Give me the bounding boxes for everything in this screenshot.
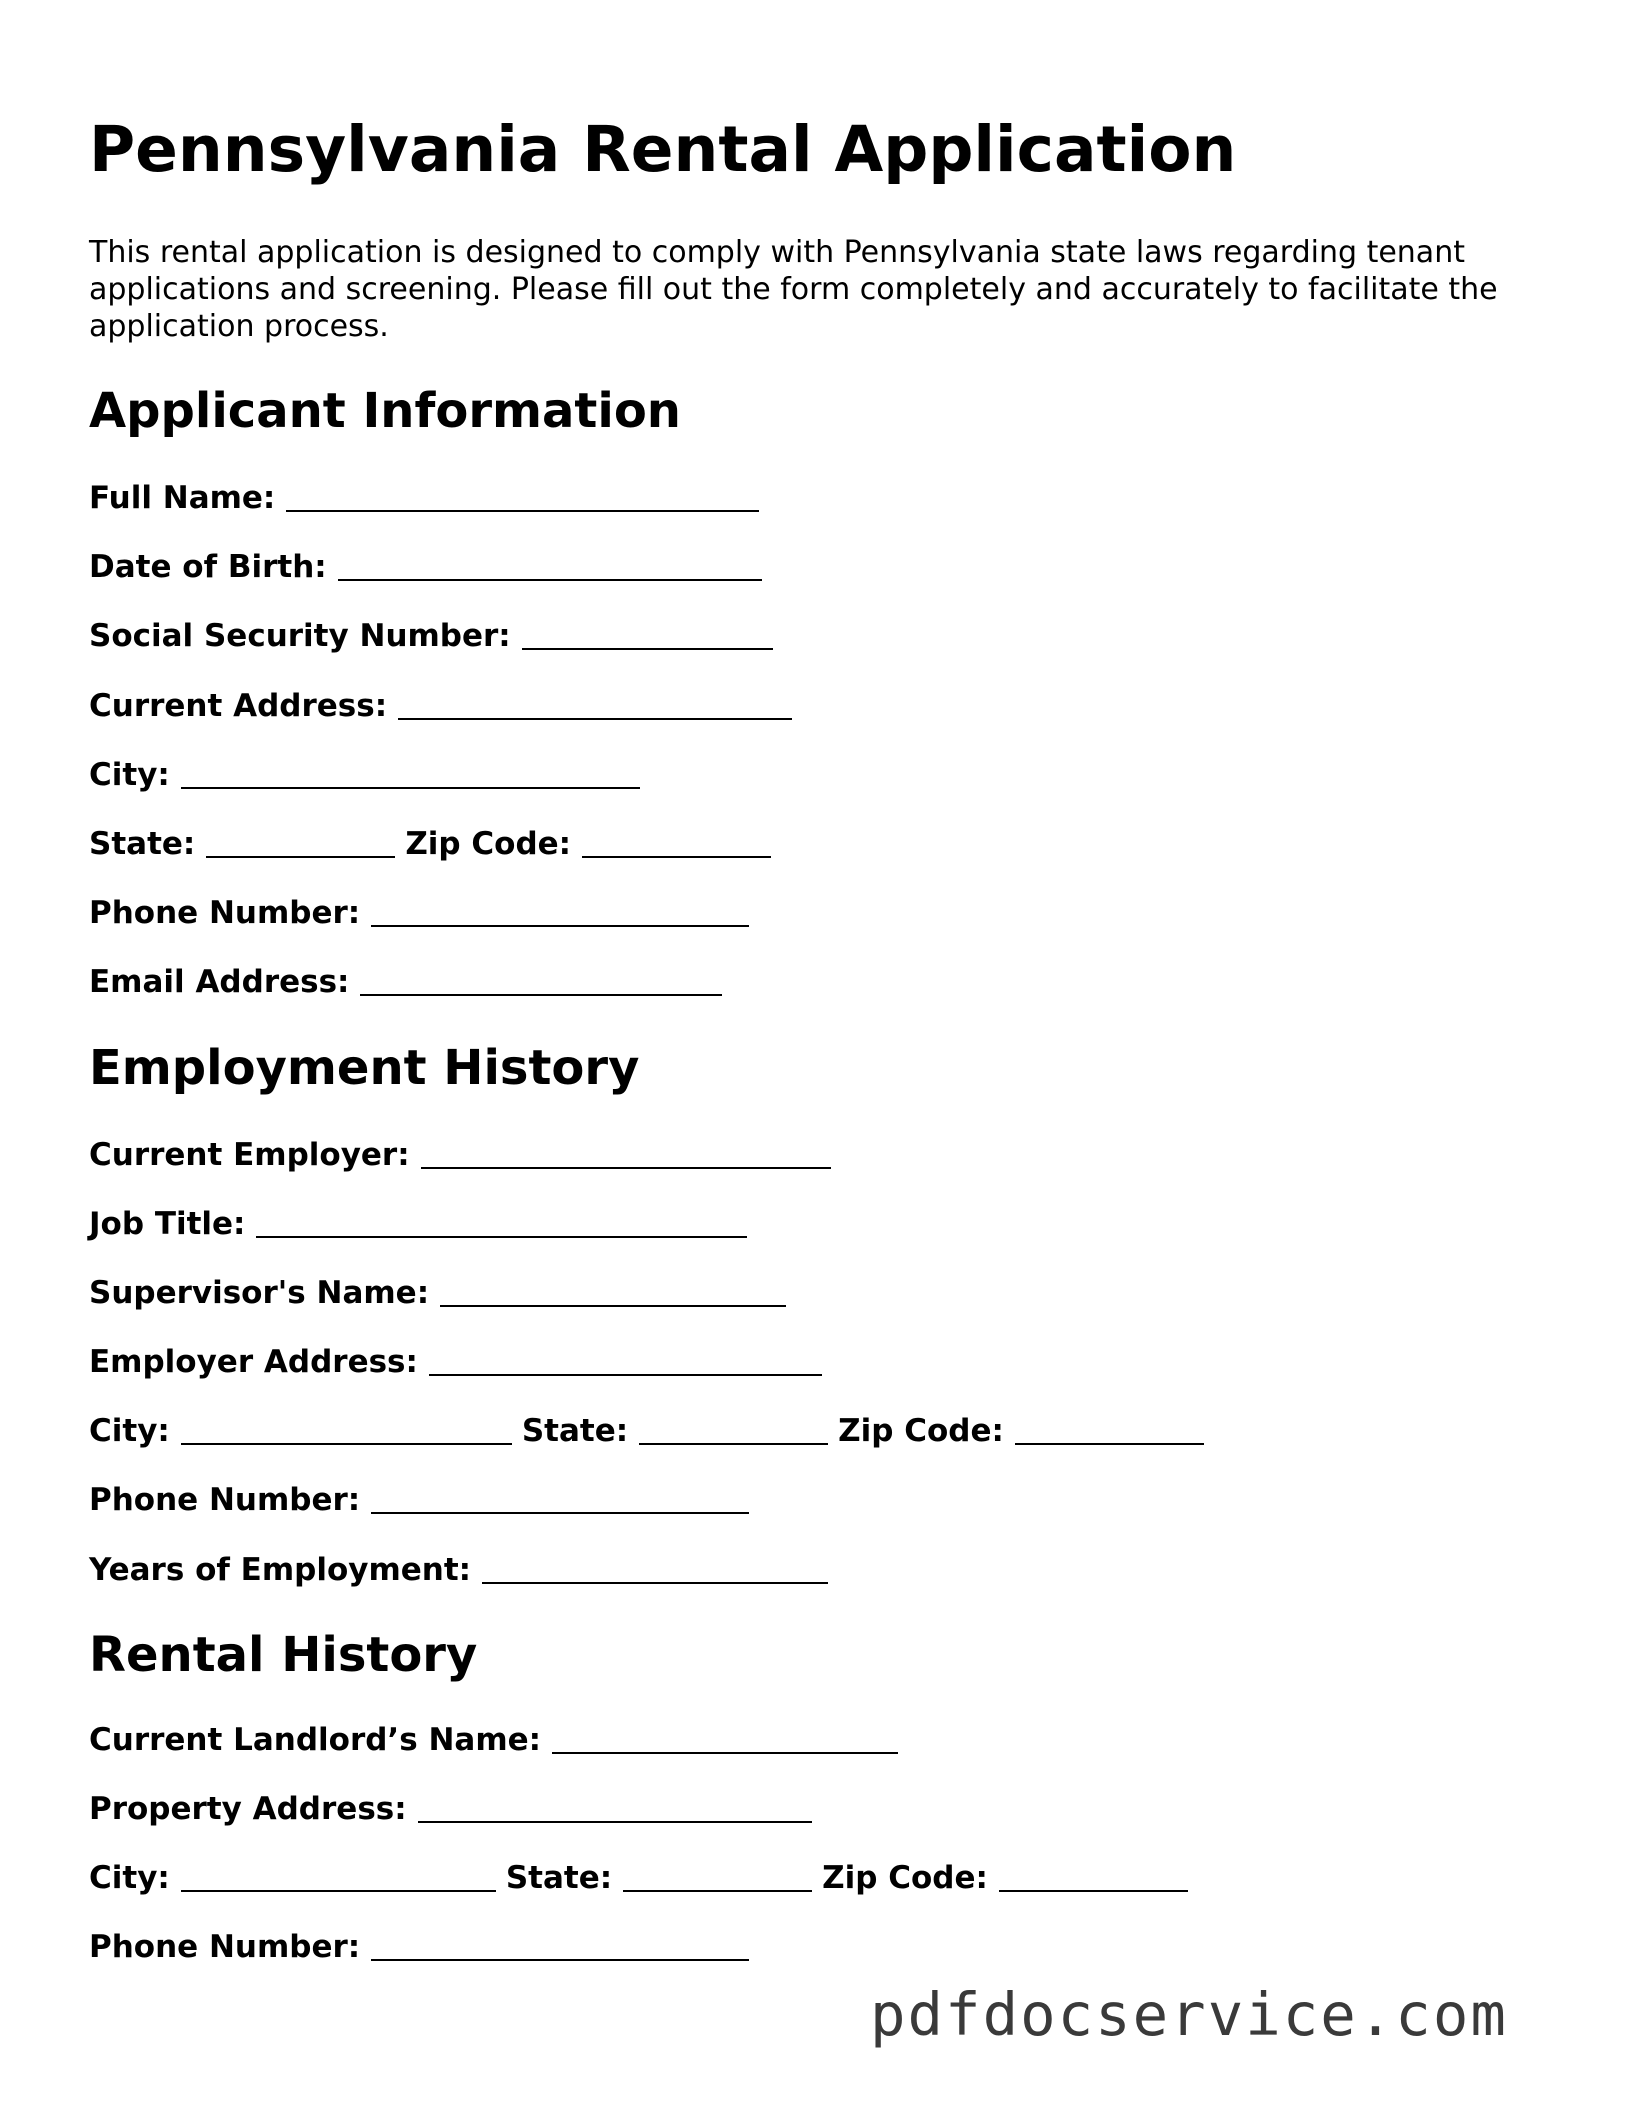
current-employer-blank[interactable] — [421, 1167, 831, 1169]
ssn-blank[interactable] — [522, 648, 773, 650]
field-years-of-employment — [89, 1550, 828, 1590]
field-label: Years of Employment: — [89, 1552, 472, 1588]
field-label: City: — [89, 1413, 170, 1449]
field-label: State: — [521, 1413, 629, 1449]
field-supervisor-name — [89, 1273, 786, 1313]
field-employer-phone — [89, 1480, 749, 1520]
watermark: pdfdocservice.com — [870, 1980, 1508, 2049]
field-state-zip — [89, 824, 771, 864]
field-label: Email Address: — [89, 964, 350, 1000]
section-heading-applicant: Applicant Information — [89, 383, 681, 439]
field-current-address — [89, 686, 792, 726]
field-label: City: — [89, 757, 170, 793]
field-email-address — [89, 962, 722, 1002]
field-city — [89, 755, 640, 795]
phone-number-blank[interactable] — [371, 925, 749, 927]
field-landlord-phone — [89, 1927, 749, 1967]
field-label: Date of Birth: — [89, 549, 327, 585]
supervisor-name-blank[interactable] — [440, 1305, 786, 1307]
field-label: Phone Number: — [89, 1929, 361, 1965]
section-heading-rental: Rental History — [89, 1627, 478, 1683]
rental-zip-code-blank[interactable] — [999, 1890, 1188, 1892]
city-blank[interactable] — [181, 787, 640, 789]
field-label: Social Security Number: — [89, 618, 511, 654]
field-label: Zip Code: — [838, 1413, 1004, 1449]
employer-city-blank[interactable] — [181, 1443, 512, 1445]
field-label: Employer Address: — [89, 1344, 418, 1380]
field-label: Phone Number: — [89, 1482, 361, 1518]
field-label: Supervisor's Name: — [89, 1275, 430, 1311]
email-address-blank[interactable] — [360, 994, 722, 996]
employer-state-blank[interactable] — [639, 1443, 828, 1445]
field-label: Job Title: — [89, 1206, 246, 1242]
field-job-title — [89, 1204, 747, 1244]
field-label: Property Address: — [89, 1791, 407, 1827]
field-label: State: — [505, 1860, 613, 1896]
field-phone-number — [89, 893, 749, 933]
date-of-birth-blank[interactable] — [338, 579, 762, 581]
employer-phone-blank[interactable] — [371, 1512, 749, 1514]
rental-state-blank[interactable] — [623, 1890, 812, 1892]
field-label: Current Landlord’s Name: — [89, 1722, 542, 1758]
rental-city-blank[interactable] — [181, 1890, 496, 1892]
employer-address-blank[interactable] — [429, 1374, 822, 1376]
field-label: Zip Code: — [822, 1860, 988, 1896]
landlord-phone-blank[interactable] — [371, 1959, 749, 1961]
current-address-blank[interactable] — [398, 718, 792, 720]
field-label: Current Address: — [89, 688, 388, 724]
state-blank[interactable] — [206, 856, 395, 858]
field-label: State: — [89, 826, 196, 862]
job-title-blank[interactable] — [256, 1236, 747, 1238]
zip-code-blank[interactable] — [582, 856, 771, 858]
field-label: City: — [89, 1860, 170, 1896]
field-current-employer — [89, 1135, 831, 1175]
field-landlord-name — [89, 1720, 898, 1760]
field-label: Full Name: — [89, 480, 276, 516]
field-date-of-birth — [89, 547, 762, 587]
field-employer-city-state-zip — [89, 1411, 1204, 1451]
intro-paragraph: This rental application is designed to comply with Pennsylvania state laws regarding tenant applications and screening. Please fill out the form completely and accurately to facilitate the application process. — [89, 235, 1498, 344]
employer-zip-code-blank[interactable] — [1015, 1443, 1204, 1445]
field-property-address — [89, 1789, 812, 1829]
field-label: Current Employer: — [89, 1137, 410, 1173]
page-title: Pennsylvania Rental Application — [89, 113, 1237, 186]
field-label: Phone Number: — [89, 895, 361, 931]
field-full-name — [89, 478, 759, 518]
full-name-blank[interactable] — [286, 510, 759, 512]
field-employer-address — [89, 1342, 822, 1382]
landlord-name-blank[interactable] — [552, 1752, 898, 1754]
field-ssn — [89, 616, 773, 656]
section-heading-employment: Employment History — [89, 1040, 640, 1096]
field-label: Zip Code: — [405, 826, 572, 862]
years-of-employment-blank[interactable] — [482, 1582, 828, 1584]
field-rental-city-state-zip — [89, 1858, 1188, 1898]
property-address-blank[interactable] — [418, 1821, 812, 1823]
